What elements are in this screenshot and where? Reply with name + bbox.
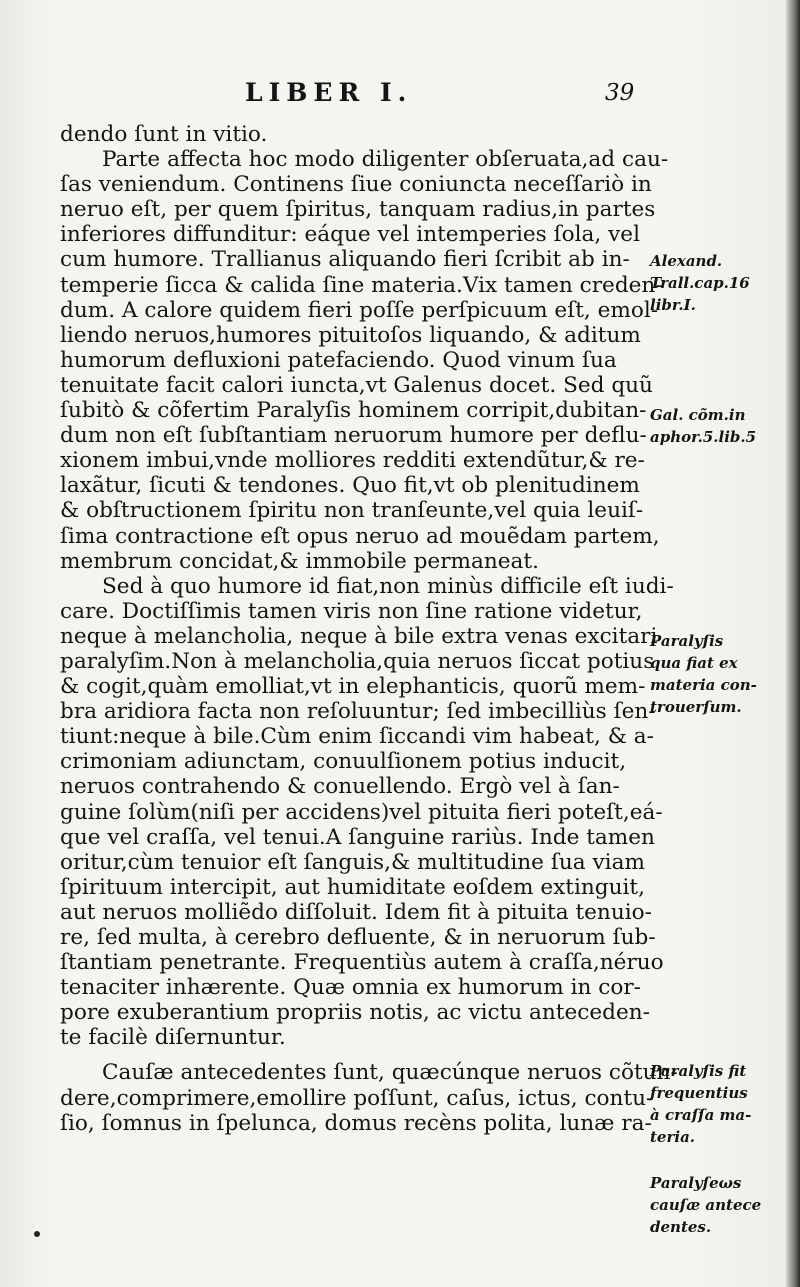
marginal-note-paralysis-material [650,630,790,718]
marginal-line: Trall.cap.16 [650,274,750,292]
marginal-line: à craſſa ma- [650,1106,752,1124]
marginal-line: frequentius [650,1084,748,1102]
marginal-line: aphor.5.lib.5 [650,428,757,446]
text-line: Sed à quo humore id fiat,non minùs difficile eſt iudi- [102,573,674,599]
text-line: aut neruos molliẽdo diſſoluit. Idem fit à pituita tenuio- [60,899,652,925]
text-line: liendo neruos,humores pituitoſos liquando, & aditum [60,322,641,348]
ink-dot [34,1231,40,1237]
text-line: te facilè diſernuntur. [60,1025,286,1051]
marginal-line: cauſæ antece [650,1196,762,1214]
text-line: dendo ſunt in vitio. [60,122,268,147]
marginal-line: trouerſum. [650,698,742,716]
text-line: inferiores diffunditur: eáque vel intemperies ſola, vel [60,222,640,248]
marginal-line: Gal. cõm.in [650,406,746,424]
text-line: tenuitate facit calori iuncta,vt Galenus docet. Sed quũ [60,372,653,398]
marginal-line: teria. [650,1128,696,1146]
marginal-line: qua fiat ex [650,654,738,672]
page-header [60,78,650,118]
text-line: ſubitò & cõfertim Paralyſis hominem corripit,dubitan- [60,398,647,424]
text-line: pore exuberantium propriis notis, ac victu anteceden- [60,1000,650,1026]
text-line: dere,comprimere,emollire poſſunt, caſus, ictus, contu- [60,1085,654,1111]
text-line: bra aridiora facta non reſoluuntur; ſed imbecilliùs ſen- [60,699,656,725]
text-line: membrum concidat,& immobile permaneat. [60,548,539,574]
text-line: dum non eſt ſubſtantiam neruorum humore per deflu- [60,423,647,449]
text-line: laxãtur, ſicuti & tendones. Quo fit,vt ob plenitudinem [60,473,640,499]
running-head: LIBER I. [245,78,413,107]
paragraph-gap [60,1050,645,1060]
text-line: ſpirituum intercipit, aut humiditate eoſdem extinguit, [60,874,645,900]
marginal-line: Paralyſis fit [650,1062,747,1080]
text-line: cum humore. Trallianus aliquando fieri ſcribit ab in- [60,247,630,273]
text-line: tiunt:neque à bile.Cùm enim ſiccandi vim habeat, & a- [60,724,654,750]
text-line: que vel craſſa, vel tenui.A ſanguine rariùs. Inde tamen [60,824,655,850]
text-line: xionem imbui,vnde molliores redditi extendũtur,& re- [60,448,645,474]
page-number: 39 [605,80,635,106]
marginal-note-alexander [650,250,790,316]
marginal-line: libr.I. [650,296,696,314]
text-line: & cogit,quàm emolliat,vt in elephanticis, quorũ mem- [60,674,646,700]
text-line: guine ſolùm(niſi per accidens)vel pituita fieri poteſt,eá- [60,799,663,825]
text-line: Parte affecta hoc modo diligenter obſeruata,ad cau- [102,147,669,173]
text-line: dum. A calore quidem fieri poſſe perſpicuum eſt, emol- [60,297,659,323]
text-line: ſima contractione eſt opus neruo ad mouẽdam partem, [60,523,660,549]
marginal-line: Alexand. [650,252,723,270]
marginal-note-antecedent-causes [650,1172,790,1238]
marginal-note-galen [650,404,790,448]
text-line: ſas veniendum. Continens ſiue coniuncta neceſſariò in [60,172,652,198]
text-line: neruo eſt, per quem ſpiritus, tanquam radius,in partes [60,197,656,223]
text-line: Cauſæ antecedentes ſunt, quæcúnque neruos cõtun- [102,1060,678,1086]
text-line: neruos contrahendo & conuellendo. Ergò vel à ſan- [60,774,620,800]
text-line: oritur,cùm tenuior eſt ſanguis,& multitudine ſua viam [60,849,645,875]
text-line: neque à melancholia, neque à bile extra venas excitari [60,623,658,649]
text-line: care. Doctiſſimis tamen viris non ſine ratione videtur, [60,598,643,624]
text-line: humorum defluxioni patefaciendo. Quod vinum ſua [60,347,617,373]
marginal-note-crassa-materia [650,1060,790,1148]
text-line: ſio, ſomnus in ſpelunca, domus recèns polita, lunæ ra- [60,1110,652,1136]
marginal-line: Paralyſis [650,632,724,650]
marginal-line: materia con- [650,676,757,694]
text-line: re, ſed multa, à cerebro defluente, & in neruorum ſub- [60,925,656,950]
text-line: crimoniam adiunctam, conuulſionem potius inducit, [60,749,627,775]
text-line: tenaciter inhærente. Quæ omnia ex humorum in cor- [60,975,641,1001]
marginal-line: dentes. [650,1218,712,1236]
text-line: & obſtructionem ſpiritu non tranſeunte,vel quia leuiſ- [60,498,644,524]
text-line: ſtantiam penetrante. Frequentiùs autem à craſſa,néruo [60,950,664,976]
text-line: temperie ſicca & calida ſine materia.Vix tamen creden- [60,272,663,298]
text-line: paralyſim.Non à melancholia,quia neruos ſiccat potius [60,648,655,674]
marginal-line: Paralyſeωs [650,1174,742,1192]
